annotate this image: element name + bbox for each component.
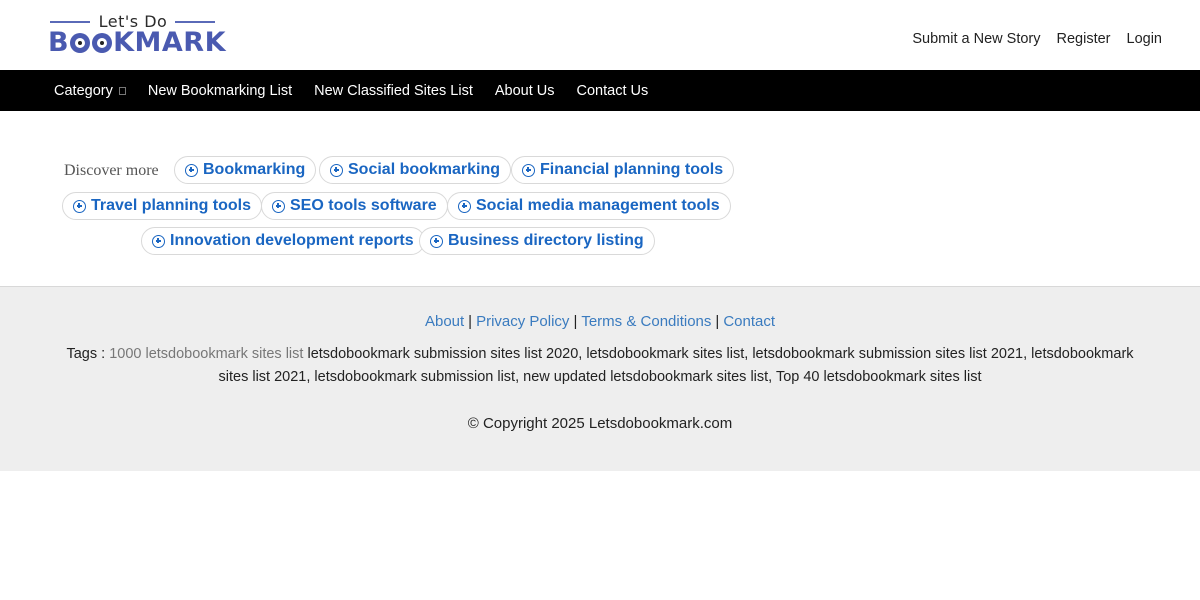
login-link[interactable]: Login — [1126, 31, 1162, 47]
plus-circle-icon — [330, 164, 343, 177]
discover-chip[interactable] — [511, 156, 734, 184]
chip-label: Social bookmarking — [348, 161, 501, 178]
register-link[interactable]: Register — [1056, 31, 1111, 47]
discover-chip[interactable] — [261, 192, 448, 220]
footer-tags — [50, 343, 1150, 389]
site-header — [0, 0, 1200, 70]
nav-item-contact-us[interactable]: Contact Us — [576, 82, 649, 99]
logo-eye-icon — [92, 33, 112, 53]
plus-circle-icon — [458, 200, 471, 213]
chip-label: Social media management tools — [476, 197, 720, 214]
chip-label: SEO tools software — [290, 197, 437, 214]
main-nav — [0, 70, 1200, 111]
logo-main-text — [48, 27, 226, 61]
nav-item-new-classified-sites-list[interactable]: New Classified Sites List — [314, 82, 473, 99]
footer-link-terms[interactable]: Terms & Conditions — [581, 313, 712, 330]
logo-line-right — [175, 21, 215, 23]
plus-circle-icon — [522, 164, 535, 177]
logo-line-left — [50, 21, 90, 23]
footer-separator: | — [468, 313, 473, 330]
tags-label: Tags : — [66, 346, 106, 362]
logo-letter-b: B — [48, 27, 70, 58]
discover-chip[interactable] — [62, 192, 262, 220]
chip-label: Innovation development reports — [170, 232, 414, 249]
site-logo[interactable] — [48, 12, 226, 61]
logo-top-text: Let's Do — [98, 12, 168, 31]
submit-story-link[interactable]: Submit a New Story — [912, 31, 1041, 47]
footer-links — [0, 313, 1200, 330]
plus-circle-icon — [73, 200, 86, 213]
discover-section — [0, 111, 1200, 286]
nav-item-label: Category — [54, 82, 113, 99]
discover-chip[interactable] — [447, 192, 731, 220]
chip-label: Bookmarking — [203, 161, 306, 178]
discover-chip[interactable] — [141, 227, 425, 255]
dropdown-icon — [119, 87, 126, 95]
copyright: © Copyright 2025 Letsdobookmark.com — [467, 415, 733, 432]
logo-eye-icon — [70, 33, 90, 53]
discover-chip[interactable] — [419, 227, 655, 255]
chip-label: Travel planning tools — [91, 197, 252, 214]
top-links — [912, 31, 1162, 47]
plus-circle-icon — [185, 164, 198, 177]
nav-list — [0, 70, 1200, 111]
nav-item-category[interactable] — [43, 83, 137, 99]
plus-circle-icon — [152, 235, 165, 248]
discover-label: Discover more — [64, 162, 159, 179]
discover-chip[interactable] — [319, 156, 511, 184]
tag-first[interactable]: 1000 letsdobookmark sites list — [109, 346, 304, 362]
nav-item-new-bookmarking-list[interactable]: New Bookmarking List — [147, 82, 293, 99]
plus-circle-icon — [272, 200, 285, 213]
footer-link-contact[interactable]: Contact — [723, 313, 776, 330]
tags-list: letsdobookmark submission sites list 2020, letsdobookmark sites list, letsdobookmark submission sites list 2021, letsdobookmark sites list 2021, letsdobookmark submission list, new updated letsdobookmark sites list, Top 40 letsdobookmark sites list — [218, 346, 1134, 385]
footer-separator: | — [573, 313, 578, 330]
chip-label: Business directory listing — [448, 232, 644, 249]
footer-link-privacy-policy[interactable]: Privacy Policy — [476, 313, 570, 330]
discover-chip[interactable] — [174, 156, 316, 184]
chip-label: Financial planning tools — [540, 161, 724, 178]
footer-separator: | — [715, 313, 720, 330]
site-footer — [0, 286, 1200, 471]
logo-rest-text: KMARK — [113, 27, 226, 58]
nav-item-about-us[interactable]: About Us — [494, 82, 555, 99]
plus-circle-icon — [430, 235, 443, 248]
footer-link-about[interactable]: About — [424, 313, 465, 330]
